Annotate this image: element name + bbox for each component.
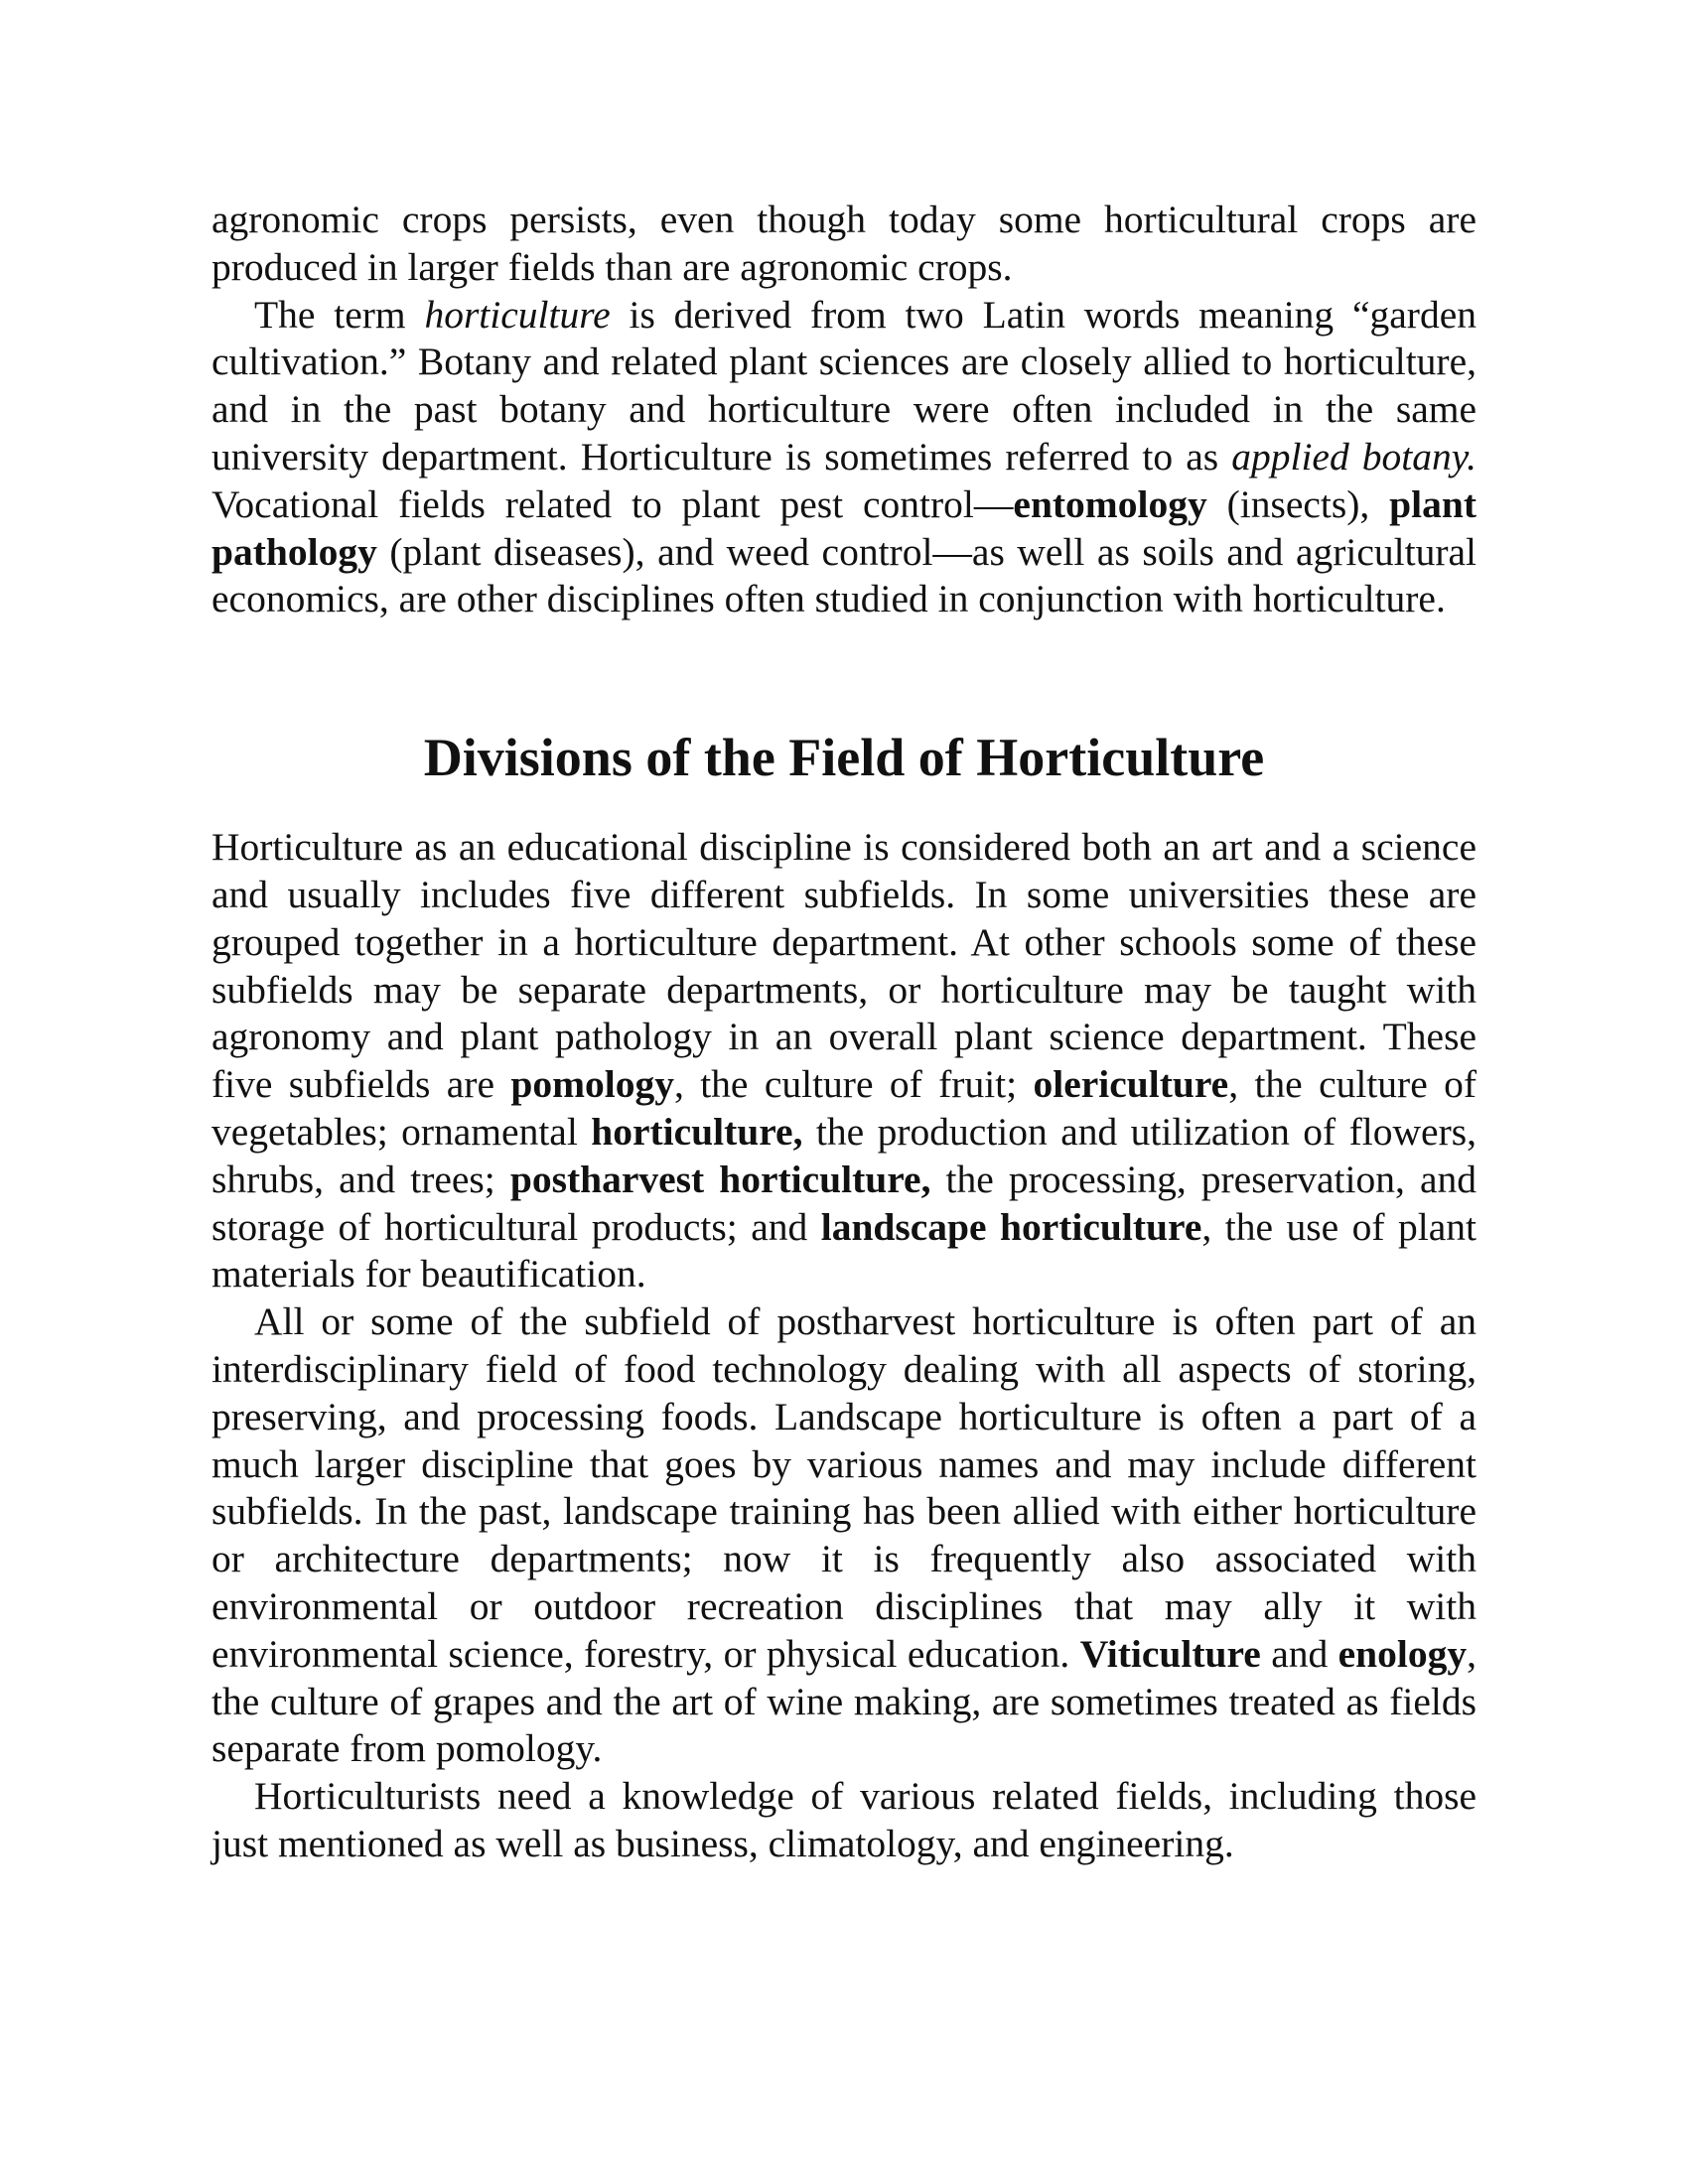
text-run: Vocational fields related to plant pest control—	[211, 481, 1014, 526]
bold-term-entomology: entomology	[1013, 481, 1207, 526]
bold-term-pomology: pomology	[510, 1062, 674, 1107]
section-paragraph-subfields	[211, 824, 1477, 1298]
bold-term-plant-pathology: plant pathology	[211, 481, 1477, 574]
text-run: and	[1260, 1631, 1338, 1676]
text-run: , the culture of grapes and the art of wine making, are sometimes treated as fields separate from pomology.	[211, 1631, 1477, 1771]
italic-term-applied-botany: applied botany.	[1231, 434, 1477, 478]
text-run: The term	[254, 292, 425, 337]
section-paragraph-postharvest	[211, 1298, 1477, 1773]
text-run: , the use of plant materials for beautification.	[211, 1204, 1477, 1297]
intro-paragraph-continued	[211, 197, 1477, 292]
intro-paragraph-horticulture-term	[211, 292, 1477, 624]
text-run: is derived from two Latin words meaning “garden cultivation.” Botany and related plant sciences are closely allied to horticulture, and in the past botany and horticulture were often included in the same university department. Horticulture is sometimes referred to as	[211, 292, 1477, 478]
page-body	[211, 197, 1477, 1868]
text-run: Horticulture as an educational discipline is considered both an art and a science and usually includes five different subfields. In some universities these are grouped together in a horticulture department. At other schools some of these subfields may be separate departments, or horticulture may be taught with agronomy and plant pathology in an overall plant science department. These five subfields are	[211, 825, 1477, 1107]
bold-term-olericulture: olericulture	[1033, 1062, 1229, 1107]
text-run: agronomic crops persists, even though today some horticultural crops are produced in larger fields than are agronomic crops.	[211, 198, 1477, 289]
text-run: (insects),	[1206, 481, 1390, 526]
text-run: (plant diseases), and weed control—as well as soils and agricultural economics, are other disciplines often studied in conjunction with horticulture.	[211, 529, 1477, 621]
bold-term-landscape-horticulture: landscape horticulture	[820, 1204, 1202, 1249]
text-run: All or some of the subfield of postharvest horticulture is often part of an interdisciplinary field of food technology dealing with all aspects of storing, preserving, and processing foods. Landscape horticulture is often a part of a much larger discipline that goes by various names and may include different subfields. In the past, landscape training has been allied with either horticulture or architecture departments; now it is frequently also associated with environmental or outdoor recreation disciplines that may ally it with environmental science, forestry, or physical education.	[211, 1299, 1477, 1676]
text-run: the production and utilization of flowers, shrubs, and trees;	[211, 1109, 1477, 1201]
section-heading: Divisions of the Field of Horticulture	[423, 728, 1265, 788]
bold-term-viticulture: Viticulture	[1079, 1631, 1261, 1676]
bold-term-postharvest-horticulture: postharvest horticulture,	[509, 1157, 931, 1201]
bold-term-enology: enology	[1337, 1631, 1468, 1676]
text-run: Horticulturists need a knowledge of various related fields, including those just mentioned as well as business, climatology, and engineering.	[211, 1774, 1477, 1865]
text-run: the processing, preservation, and storage of horticultural products; and	[211, 1157, 1477, 1249]
text-run: , the culture of vegetables; ornamental	[211, 1062, 1477, 1154]
italic-term-horticulture: horticulture	[424, 292, 611, 337]
section-paragraph-horticulturists	[211, 1773, 1477, 1868]
text-run: , the culture of fruit;	[673, 1062, 1034, 1107]
bold-term-horticulture: horticulture,	[591, 1109, 803, 1154]
